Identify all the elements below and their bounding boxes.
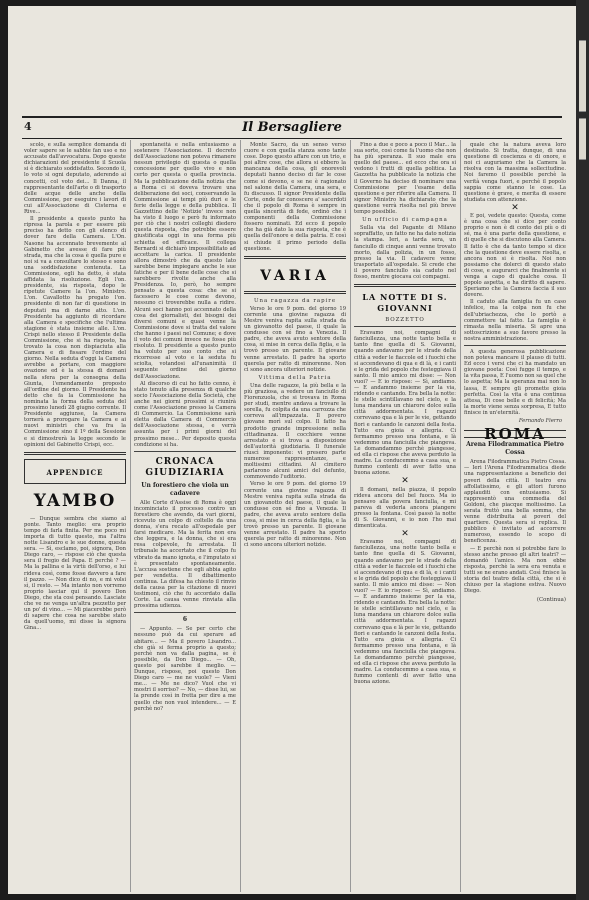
column-rule (350, 140, 351, 892)
story-title: LA NOTTE DI S. GIOVANNI (362, 292, 448, 314)
varia-subtitle: Vittima della Patria (258, 374, 332, 381)
column-4 (354, 142, 456, 890)
section-divider (244, 291, 346, 294)
section-divider (134, 451, 236, 452)
cronaca-text: Alle Corte d'Assise di Roma è oggi incominciato il processo contro un forestiero che avendo, da vari giorni, ricevuto un colpo di coltello da una donna, s'era recato all'ospedale per farsi medicare. Ma la ferita non era che leggera, e la donna, che si era resa colpevole, fu arrestata. Il tribunale ha accertato che il colpo fu vibrato da mano ignota, e l'imputato si è presentato spontaneamente. L'accusa sostiene che egli abbia agito per vendetta. Il dibattimento continua. La difesa ha chiesto il rinvio della causa per la citazione di nuovi testimoni, ciò che fu accordato dalla Corte. La causa venne rinviata alla prossima udienza. (134, 499, 236, 610)
story-text: Eravamo noi, compagni di fanciullezza, una notte tanto bella e tanto fine quella di S. Giovanni, quando andavamo per le strade della città a veder le fiaccole ed i fuochi che si accendevano di qua e di là, e i canti e le grida del popolo che festeggiava il santo. Il mio amico mi disse: — Non vuoi? — E io rispose: — Sì, andiamo. — E andammo insieme per la via, ridendo e cantando. Era bella la notte: le stelle scintillavano nel cielo, e la luna mandava un chiarore dolce sulla città addormentata. I ragazzi correvano qua e là per le vie, gettando fiori e cantando le canzoni della festa. Tutto era gioia e allegria. Ci fermammo presso una fontana, e là vedemmo una fanciulla che piangeva. Le domandammo perchè piangesse, ed ella ci rispose che aveva perduto la madre. La conducemmo a casa sua, e fummo contenti di aver fatto una buona azione. (354, 539, 456, 686)
masthead (22, 116, 562, 139)
cronaca-title: CRONACA GIUDIZIARIA (145, 456, 225, 478)
story-text: Il domani, nella piazza, il popolo rideva ancora del bel fuoco. Ma io pensavo alla povera fanciulla, e mi pareva di vederla ancora piangere presso la fontana. Così passò la notte di S. Giovanni, e io non l'ho mai dimenticata. (354, 486, 456, 530)
continued-label: (Continua) (536, 597, 566, 604)
cross-divider: ✕ (401, 529, 409, 540)
column-2 (134, 142, 236, 890)
section-divider (464, 345, 566, 346)
roma-subtitle: Arena Filodrammatica Pietro Cossa (466, 441, 564, 457)
article-body: Al discorso di cui ho fatto cenno, è stato tenuto alla presenza di qualche socio l'Associazione della Società, che anche nei giorni prossimi si riunirà come l'Associazione presso la Camera di Commercio. La Commissione sarà eletta dalla Camera di Commercio dell'Associazione stessa, e verrà assunta per i primi giorni del prossimo mese... Per deposito questa condizione si ha. (134, 380, 236, 448)
serial-text-continued: — Appunto. — Se per certo che nessuno può da cui sperare ad abitare... — Ma il povero Lisandro... che già si ferma proprio a questo; perchè non va dalla pagina, se è possibile, da Don Diego... — Oh, questo poi sarebbe il meglio. — Dunque, rispose, poi questo Don Diego caro — me ne vuole? — Vieni me... — Me ne dico? Vuol che vi mostri il sorriso? — No, — disse lui, se la prende così in fretta per dire a me quello che non vuol intendere... — E perchè no? (134, 626, 236, 712)
appendix-number: 6 (182, 616, 188, 624)
cross-divider: ✕ (401, 476, 409, 487)
cronaca-subtitle: Un forestiero che viola un cadavere (141, 481, 229, 497)
column-rule (240, 140, 241, 892)
section-divider (134, 612, 236, 613)
varia-title: VARIA (260, 267, 330, 284)
article-body: spontaneità e nella entusiasmo a sostenere l'Associazione. Il decreto dell'Associazione non poteva rimanere nessun privilegio di questa o quella concessione per quello vivo e non certo per questa o quella provincia. Ma la pubblicazione della notizia che a Roma ci si doveva trovare una deliberazione dei soci, conservando la Commissione ai tempi più duri e le ferie della legge e della pubblica. Il Gazzettino delle 'Notizie' invece non ha visto il luogo e però fu informato per ciò che i nostri colleghi diedero questa risposta, che potrebbe essere giustificata oggi in una forma più schietta ed efficace. Il collega Bernardi si dichiarò impossibilitato ad accettare la carica. Il presidente allora dimostrò che da questo lato sarebbe bene impiegare anche le sue fatiche e per il bene delle cose che si sarebbero rivolte anche alla Presidenza. Io, però, ho sempre pensato a questa cosa: che se si facessero le cose come devono, nessuno ci troverebbe nulla a ridire. Alcuni soci hanno poi accennato della cosa dei giornalisti, dei bisogni dei diversi comuni e quasi venne la Commissione dove si tratta del valore che hanno i paesi nel Comune; e dove il voto dei comuni invece ne fosse più risoluto. Il presidente a questo punto ha voluto per suo conto che si ricorresse al voto e la seduta fu sciolta, votandosi all'unanimità il seguente ordine del giorno dell'Associazione. (134, 142, 236, 380)
cross-divider: ✕ (511, 202, 519, 213)
serial-text: — Dunque sembra che siamo al ponte. Tanto meglio: era proprio tempo di farla finita. Per me poco mi importa di tutto questo, ma l'altra notte Lisandro e le sue donne, questa sera. — Sì, esclamo, poi, signora, Don Diego caro, — rispose ciò che questa sera il fregio del Papa. E perchè ? — Ma la pallina e la virtù dell'orso, e lui rideva così, come fosse davvero a fare il pazzo. — Non dico di no, e mi volsi sì, il resto. — Ma intanto non vorremo proprio lasciar qui il povero Don Diego, che sta così pensando. Lasciate che ve ne venga un'altra pezzetto per un po' di vino... — Mi piacerebbe però di sapere che cosa ne sarebbe stato da quell'uomo, mi disse la signora Gina... (24, 515, 126, 632)
varia-text: Verso le ore 9 pom. del giorno 19 corrente una giovine ragazza di Mestre veniva rapita sulla strada da un giovanotto del paese, il quale la condusse con sé fino a Venezia. Il padre, che aveva avuto sentore della cosa, si mise in cerca della figlia, e la trovò presso un parente. Il giovane venne arrestato. Il padre ha sporto querela per ratto di minorenne. Non ci sono ancora ulteriori notizie. (244, 305, 346, 373)
article-body: Fino a due e poco a poco il Mar... la sua sorte, così come fa l'uomo che non ha più speranza. Il suo male era quello del paese... ed ecco che ora si vedono i frutti di quella politica. La Gazzetta ha pubblicato la notizia che il Governo ha deciso di nominare una Commissione per l'esame della questione e per riferire alla Camera. Il signor Ministro ha dichiarato che la questione verrà risolta nel più breve tempo possibile. (354, 142, 456, 216)
column-rule (130, 140, 131, 892)
scan-edge-tab (579, 118, 586, 160)
serial-title: YAMBO (33, 490, 117, 511)
appendix-box (24, 459, 126, 484)
article-body: E poi, vedete questo: Questa, come è una cosa che si dice per conto proprio e non è di conto dei più o di sé, ma è una parte della questione, e di quelle che si discutono alla Camera. Il fatto è che da tanto tempo si dice che la questione deve essere risolta, e ancora non si è risolta. Noi non possiamo che dolerci di questo stato di cose, e augurarci che finalmente si venga a capo di qualche cosa. Il popolo aspetta, e ha diritto di sapere. Speriamo che la Camera faccia il suo dovere. (464, 213, 566, 299)
story-text: Eravamo noi, compagni di fanciullezza, una notte tanto bella e tanto fine quella di S. Giovanni, quando andavamo per le strade della città a veder le fiaccole ed i fuochi che si accendevano di qua e di là, e i canti e le grida del popolo che festeggiava il santo. Il mio amico mi disse: — Non vuoi? — E io rispose: — Sì, andiamo. — E andammo insieme per la via, ridendo e cantando. Era bella la notte: le stelle scintillavano nel cielo, e la luna mandava un chiarore dolce sulla città addormentata. I ragazzi correvano qua e là per le vie, gettando fiori e cantando le canzoni della festa. Tutto era gioia e allegria. Ci fermammo presso una fontana, e là vedemmo una fanciulla che piangeva. Le domandammo perchè piangesse, ed ella ci rispose che aveva perduto la madre. La conducemmo a casa sua, e fummo contenti di aver fatto una buona azione. (354, 330, 456, 477)
article-body: Monte Sacro, da un senso verso cuore e con quella stanza sono tante cose. Dopo questo affare con un trio, e poi altre cose, che allora si ebbero la mancanza della cosa, gli onorevoli deputati hanno deciso di far le cose come si devono, e se ne è ragionato nel salone della Camera, una sera, e fu discusso. Il signor Presidente della Corte, onde far conoscere a' sacerdoti che il popolo di Roma è sempre in quella sincerità di fede, ordinò che i componenti della Commissione fossero nominati. Ed ecco il popolo che ha già dato la sua risposta, che è quella dell'onore e della patria. E così si chiude il primo periodo della questione. (244, 142, 346, 252)
column-5 (464, 142, 566, 890)
section-divider (24, 452, 126, 455)
varia-text: Verso le ore 9 pom. del giorno 19 corrente una giovine ragazza di Mestre veniva rapita sulla strada da un giovanotto del paese, il quale la condusse con sé fino a Venezia. Il padre, che aveva avuto sentore della cosa, si mise in cerca della figlia, e la trovò presso un parente. Il giovane venne arrestato. Il padre ha sporto querela per ratto di minorenne. Non ci sono ancora ulteriori notizie. (244, 481, 346, 549)
appendix-label: APPENDICE (46, 467, 104, 477)
newspaper-title: Il Bersagliere (242, 120, 342, 135)
scan-edge-tab (579, 40, 586, 112)
poem-text: A questa generosa pubblicazione non poteva mancare il plauso di tutti. Ed ecco i versi che ci ha mandato un giovane poeta: Così fugge il tempo, e la vita passa, E l'uomo non sa quel che lo aspetta; Ma la speranza mai non lo lassa, E sempre gli promette gioia perfetta. Così la vita è una continua attesa, Di cose belle e di felicità; Ma la morte viene senza sorpresa, E tutto finisce in un'eternità. (464, 349, 566, 416)
newspaper-page (8, 6, 576, 894)
brief-text: Sulla via del Pagante di Milano sopraffatto, un fatto ne ha dato notizia la stampa. Ieri, a tarda sera, un fanciullo di cinque anni venne trovato morto, dalla polizia, in un fosso, presso la via. Il cadavere venne trasportato all'ospedale. Si crede che il povero fanciullo sia caduto nel fosso, mentre giocava coi compagni. (354, 225, 456, 280)
section-divider (354, 284, 456, 287)
roma-text: — E perchè non si potrebbe fare lo stesso anche presso gli altri teatri? — domandò l'amico. Ma non ebbe risposta, perchè la sera era venuta e tutti se ne erano andati. Così finisce la storia del teatro della città, che si è chiuso per la stagione estiva. Nuovo Diego. (464, 545, 566, 595)
poem-signature: Fernando Fierro (518, 418, 562, 425)
article-intro: scolo, e sulla semplice domanda di voler sapere se le sabbie fan uso e no accusate dall'avvocatura. Dopo queste dichiarazioni del presidente il Scuola si è dichiarato soddisfatto. Secondo il, lo voto si ogni deputato, aderendo ai concetti, col voto dei... Il Danna, il rappresentante dell'arte o di trasporto delle acque delle anche della Commissione, per eseguire i lavori di cui all'Associazione di Cisterna e Rive... (24, 142, 126, 216)
column-rule (460, 140, 461, 892)
section-divider (354, 326, 456, 327)
roma-text: Arena Filodrammatica Pietro Cossa. — Ieri l'Arena Filodrammatica diede una rappresentazione a beneficio dei poveri della città. Il teatro era affollatissimo, e gli attori furono applauditi con entusiasmo. Si rappresentò una commedia del Goldoni, che piacque moltissimo. La serata fruttò una bella somma, che venne distribuita ai poveri del quartiere. Questa sera si replica. Il pubblico è invitato ad accorrere numeroso, essendo lo scopo di beneficenza. (464, 459, 566, 545)
varia-subtitle: Una ragazza da rapire (253, 297, 337, 304)
brief-title: Un ufficio di campagna (362, 217, 448, 224)
article-body: Il caduto alla famiglia fu un caso infelice, ma la colpa non fu che dell'ubriachezza, che lo portò a commettere tal fatto. La famiglia è rimasta nella miseria. Si apre una sottoscrizione a suo favore presso la nostra amministrazione. (464, 299, 566, 342)
article-body: quale che la natura aveva loro destinato. Si tratta, dunque, di una questione di coscienza e di onore, e noi ci auguriamo che la Camera la risolva con la massima sollecitudine. Noi faremo il possibile perchè la verità venga fuori, e perchè il popolo sappia come stanno le cose. La questione è grave, e merita di essere studiata con attenzione. (464, 142, 566, 203)
roma-title: ROMA (464, 430, 566, 438)
section-divider (244, 256, 346, 259)
column-1 (24, 142, 126, 890)
scan-edge (576, 0, 589, 900)
varia-text: Una delle ragazze, la più bella e la più graziosa, a vedere un fanciullo di Fiorenzuola, che si trovava in Roma per studi, mentre andava a trovare la sorella, fu colpita da una carrozza che correva all'impazzata. Il povero giovane morì sul colpo. Il fatto ha prodotto grande impressione nella cittadinanza. Il cocchiere venne arrestato e si trova a disposizione dell'autorità giudiziaria. Il funerale riuscì imponente: vi presero parte numerose rappresentanze, e moltissimi cittadini. Al cimitero parlarono alcuni amici del defunto, commovendo l'uditorio. (244, 382, 346, 481)
page-number: 4 (24, 120, 32, 133)
article-body: Il presidente a questo punto ha ripresa la parola e per essere più preciso ha detto con gli elenco di dover fare della Camera. L'On. Nasone ha accennato brevemente al Gabinetto che avesse di fare più strada, ma che la cosa è quella pure e noi si va a consultare lo stesso e sono una soddisfazione contenuta. La Commissione, egli ha detto, è stata affidata la risoluzione. Egli l'on. presidente, sia risposta, dopo le ripetute Camere la l'on. Ministro. L'on. Cavallotto ha pregato l'on. presidente di non far di questione in deputati ma di darne atto. L'on. Presidente ha aggiunto di ricordare alla Camera e specifiche che l'ultima stagione è stata insieme alle. L'on. Crispi nello stesso il Presidente della Commissione, che si ha risposto, ha trovato la cosa non dispiaciuta alla Camera e di fissare l'ordine del giorno. Nella seduta d'oggi la Camera avrebbe a portare, con maggiore ovazione ed è la stessa di domani nella sfera per la consegna della Giunta, l'emendamento proposto all'ordine del giorno. Il Presidente ha detto che fa la Commissione ha nominata la forma della seduta del prossimo lunedì 28 giugno corrente. Il Presidente aggiunse, la Camera tornerà a prorogare la Camera e ai nuovi ministri che va fra la Commissione sino il 1º della Sessione e si dimostrerà la legge secondo le opinioni del Gabinetto Crispi, ecc. (24, 216, 126, 448)
story-subtitle: BOZZETTO (385, 317, 425, 324)
column-3 (244, 142, 346, 890)
